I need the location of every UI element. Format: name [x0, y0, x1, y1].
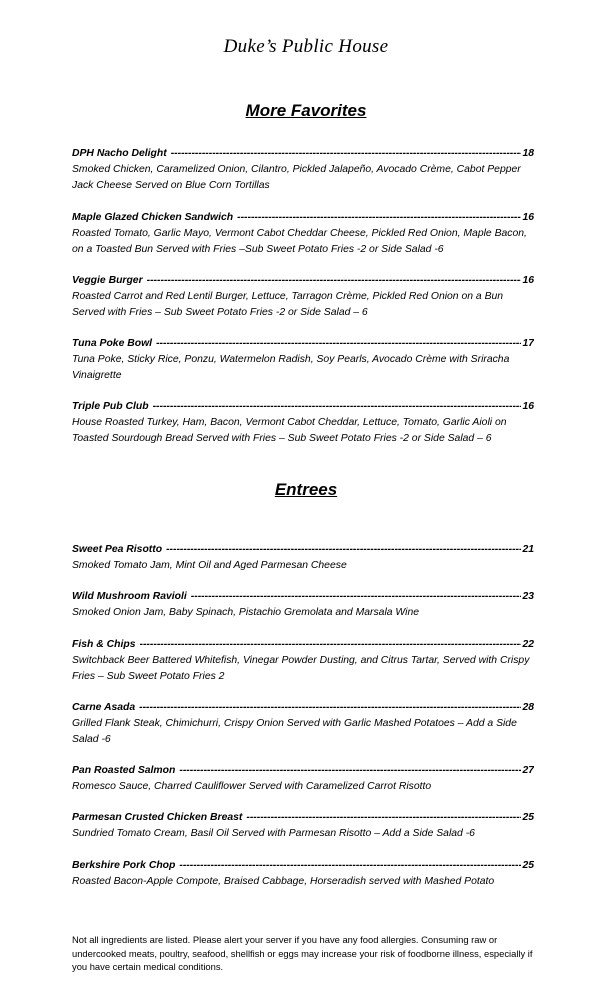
menu-item: [72, 146, 534, 194]
item-name: Fish & Chips: [72, 639, 136, 650]
menu-item: [72, 399, 534, 447]
menu-item: [72, 589, 534, 621]
item-description: Roasted Tomato, Garlic Mayo, Vermont Cabot Cheddar Cheese, Pickled Red Onion, Maple Bacon, on a Toasted Bun Served with Fries –Sub Sweet Potato Fries -2 or Side Salad -6: [72, 228, 527, 255]
item-name: Tuna Poke Bowl: [72, 338, 153, 349]
leader-dashes: [179, 763, 521, 779]
item-description: Switchback Beer Battered Whitefish, Vinegar Powder Dusting, and Citrus Tartar, Served with Crispy Fries – Sub Sweet Potato Fries 2: [72, 655, 530, 682]
menu-item: [72, 273, 534, 321]
menu-item: [72, 810, 534, 842]
menu-item: [72, 763, 534, 795]
item-price: 25: [522, 860, 534, 871]
leader-dashes: [171, 146, 522, 162]
item-description: House Roasted Turkey, Ham, Bacon, Vermont Cabot Cheddar, Lettuce, Tomato, Garlic Aioli on Toasted Sourdough Bread Served with Fries – Sub Sweet Potato Fries -2 or Side Salad – 6: [72, 417, 507, 444]
item-name: Pan Roasted Salmon: [72, 765, 176, 776]
item-name: Carne Asada: [72, 702, 136, 713]
leader-dashes: [139, 700, 521, 716]
item-name: Berkshire Pork Chop: [72, 860, 176, 871]
leader-dashes: [179, 858, 521, 874]
leader-dashes: [140, 637, 522, 653]
item-price: 16: [522, 212, 534, 223]
leader-dashes: [191, 589, 522, 605]
item-price: 18: [522, 148, 534, 159]
item-description: Smoked Tomato Jam, Mint Oil and Aged Parmesan Cheese: [72, 560, 347, 571]
section-title-more-favorites: More Favorites: [245, 101, 367, 120]
leader-dashes: [156, 336, 521, 352]
item-name: Veggie Burger: [72, 275, 143, 286]
item-price: 16: [522, 275, 534, 286]
item-description: Sundried Tomato Cream, Basil Oil Served with Parmesan Risotto – Add a Side Salad -6: [72, 828, 475, 839]
menu-item: [72, 336, 534, 384]
item-description: Roasted Bacon-Apple Compote, Braised Cabbage, Horseradish served with Mashed Potato: [72, 876, 495, 887]
item-price: 23: [522, 591, 534, 602]
item-price: 28: [522, 702, 534, 713]
item-description: Smoked Onion Jam, Baby Spinach, Pistachio Gremolata and Marsala Wine: [72, 607, 420, 618]
item-price: 27: [522, 765, 534, 776]
item-name: Maple Glazed Chicken Sandwich: [72, 212, 234, 223]
item-name: Triple Pub Club: [72, 401, 149, 412]
item-description: Smoked Chicken, Caramelized Onion, Cilantro, Pickled Jalapeño, Avocado Crème, Cabot Pepper Jack Cheese Served on Blue Corn Tortillas: [72, 164, 521, 191]
item-description: Tuna Poke, Sticky Rice, Ponzu, Watermelon Radish, Soy Pearls, Avocado Crème with Sriracha Vinaigrette: [72, 354, 510, 381]
restaurant-name: Duke’s Public House: [223, 36, 389, 57]
leader-dashes: [246, 810, 521, 826]
item-name: Sweet Pea Risotto: [72, 544, 163, 555]
section-title-entrees: Entrees: [274, 480, 338, 499]
allergy-disclaimer: Not all ingredients are listed. Please alert your server if you have any food allergies. Consuming raw or undercooked meats, poultry, seafood, shellfish or eggs may increase your risk of foodborne illness, especially if you have certain medical conditions.: [72, 934, 533, 972]
item-description: Roasted Carrot and Red Lentil Burger, Lettuce, Tarragon Crème, Pickled Red Onion on a Bun Served with Fries – Sub Sweet Potato Fries -2 or Side Salad – 6: [72, 291, 504, 318]
menu-item: [72, 542, 534, 574]
menu-item: [72, 700, 534, 748]
item-price: 21: [522, 544, 534, 555]
item-description: Romesco Sauce, Charred Cauliflower Served with Caramelized Carrot Risotto: [72, 781, 432, 792]
menu-item: [72, 210, 534, 258]
item-price: 16: [522, 401, 534, 412]
leader-dashes: [237, 210, 521, 226]
item-price: 22: [522, 639, 534, 650]
leader-dashes: [166, 542, 521, 558]
item-description: Grilled Flank Steak, Chimichurri, Crispy Onion Served with Garlic Mashed Potatoes – Add a Side Salad -6: [72, 718, 517, 745]
leader-dashes: [153, 399, 522, 415]
menu-item: [72, 858, 534, 890]
leader-dashes: [147, 273, 522, 289]
item-name: Parmesan Crusted Chicken Breast: [72, 812, 243, 823]
item-name: Wild Mushroom Ravioli: [72, 591, 187, 602]
item-name: DPH Nacho Delight: [72, 148, 167, 159]
item-price: 17: [522, 338, 534, 349]
item-price: 25: [522, 812, 534, 823]
menu-item: [72, 637, 534, 685]
